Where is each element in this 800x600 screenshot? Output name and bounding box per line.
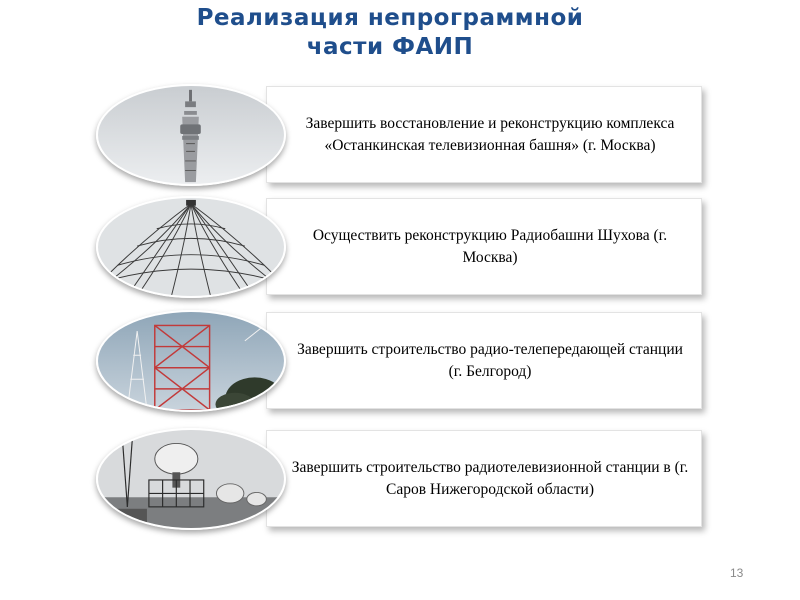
title-line-2: части ФАИП xyxy=(306,34,474,60)
radio-mast-construction-photo xyxy=(96,310,286,412)
item-card xyxy=(266,86,702,183)
item-card xyxy=(266,312,702,409)
item-card xyxy=(266,430,702,527)
list-item xyxy=(96,310,710,414)
page-number: 13 xyxy=(730,566,744,580)
item-text: Завершить восстановление и реконструкцию комплекса «Останкинская телевизионная башня» (г. Москва) xyxy=(305,114,675,154)
shukhov-tower-photo xyxy=(96,196,286,298)
item-text: Завершить строительство радио-телепередающей станции (г. Белгород) xyxy=(297,340,683,380)
list-item xyxy=(96,428,710,532)
slide-title xyxy=(150,4,630,62)
item-card xyxy=(266,198,702,295)
ostankino-tower-photo xyxy=(96,84,286,186)
title-line-1: Реализация непрограммной xyxy=(196,5,584,31)
list-item xyxy=(96,196,710,300)
item-text: Осуществить реконструкцию Радиобашни Шухова (г. Москва) xyxy=(312,226,668,266)
item-text: Завершить строительство радиотелевизионной станции в (г. Саров Нижегородской области) xyxy=(291,458,689,498)
satellite-dish-station-photo xyxy=(96,428,286,530)
list-item xyxy=(96,84,710,188)
